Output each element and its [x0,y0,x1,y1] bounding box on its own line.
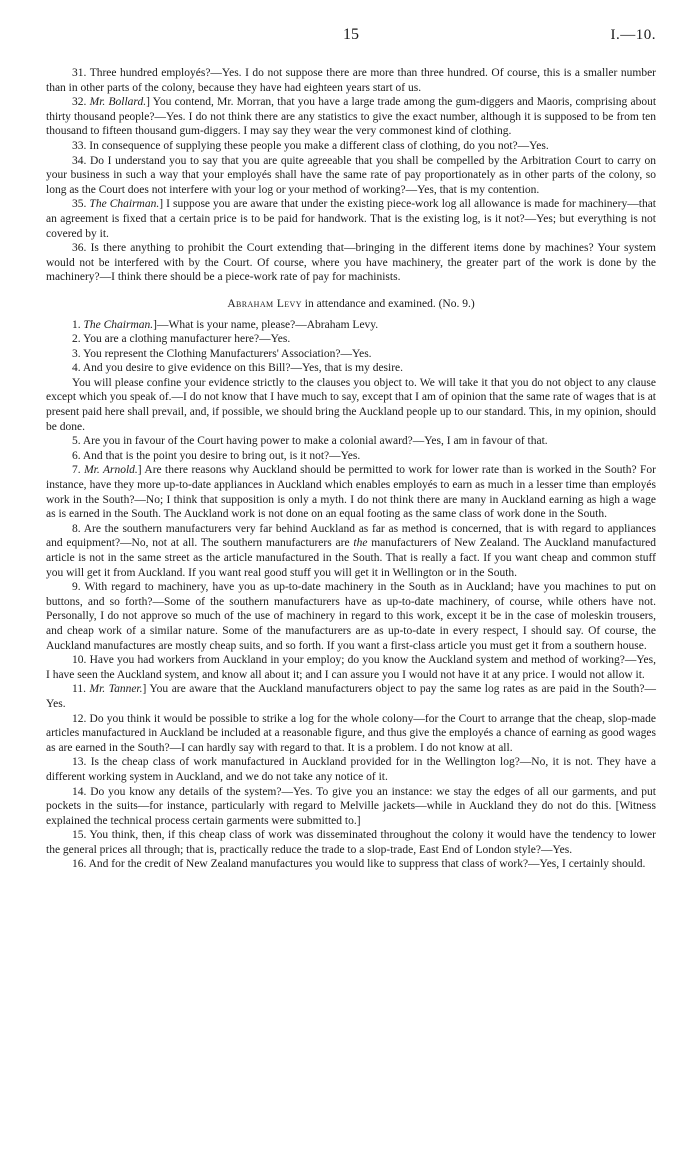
question-paragraph [46,66,656,95]
question-number: 1. [72,318,81,331]
section-morran-evidence [46,66,656,285]
document-reference: I.—10. [610,27,656,43]
question-number: 6. [72,449,81,462]
witness-name: Abraham Levy [227,297,302,310]
question-paragraph [46,712,656,756]
question-paragraph [46,139,656,154]
question-paragraph [46,154,656,198]
question-paragraph [46,682,656,711]
witness-heading-text: in attendance and examined. (No. 9.) [301,297,475,310]
page-number: 15 [343,26,359,43]
question-text: Have you had workers from Auckland in your employ; do you know the Auckland system and method of working?—Yes, I have seen the Auckland system, and know all about it; and I can assure you I would not have it at any price. I would not allow it. [46,654,656,681]
question-text: You will please confine your evidence strictly to the clauses you object to. We will take it that you do not object to any clause except which you speak of.—I do not know that I have much to say, except that I am of opinion that the same rate of wages that is at present paid here shall prevail, and, if possible, we should bring the Auckland people up to our standard. This, in my opinion, should be done. [46,376,656,433]
section-levy-evidence [46,318,656,873]
question-text: Is there anything to prohibit the Court extending that—bringing in the different items done by machines? Your system would not be interfered with by the Court. Of course, where you have machinery, the greater part of the work is done by the machinery?—I think there should be a piece-work rate of pay for machinists. [46,242,656,284]
question-text: In consequence of supplying these people you make a different class of clothing, do you not?—Yes. [89,139,549,152]
question-number: 2. [72,333,81,346]
question-text: ] You contend, Mr. Morran, that you have a large trade among the gum-diggers and Maoris, comprising about thirty thousand people?—Yes. I do not think there are any statistics to give the exact number, although it is supposed to be from ten thousand to fifteen thousand gum-diggers. I may say they wear the very commonest kind of clothing. [46,96,657,138]
emphasis-text: the [353,537,368,550]
question-paragraph [46,857,656,872]
question-number: 9. [72,581,81,594]
question-text: Do you know any details of the system?—Yes. To give you an instance: we stay the edges of all our garments, and put pockets in the suits—for instance, particularly with regard to Melville jackets—while in Auckland they do not do this. [Witness explained the technical process certain garments were submitted to.] [46,785,656,827]
question-paragraph [46,347,656,362]
question-number: 5. [72,435,81,448]
question-text: Is the cheap class of work manufactured in Auckland provided for in the Wellington log?—No, it is not. They have a different working system in Auckland, and we do not take any notice of it. [46,756,656,783]
question-text: You represent the Clothing Manufacturers' Association?—Yes. [83,347,372,360]
witness-heading [46,297,656,312]
question-text: Are the southern manufacturers very far behind Auckland as far as method is concerned, that is with regard to appliances and equipment?—No, not at all. The southern manufacturers are [46,522,656,550]
question-text: You think, then, if this cheap class of work was disseminated throughout the colony it would have the tendency to lower the general prices all through; that is, practically reduce the trade to a slop-trade, East End of London style?—Yes. [46,829,656,856]
question-paragraph [46,580,656,653]
page-header [46,28,656,50]
question-number: 10. [72,654,87,667]
question-number: 34. [72,154,87,167]
question-number: 16. [72,858,87,871]
question-text: Three hundred employés?—Yes. I do not suppose there are more than three hundred. Of course, this is a smaller number than in other parts of the colony, because they have had eighteen years start of us. [46,67,656,94]
question-paragraph [46,332,656,347]
question-number: 14. [72,785,87,798]
question-text: And that is the point you desire to bring out, is it not?—Yes. [82,449,361,462]
question-text: And you desire to give evidence on this Bill?—Yes, that is my desire. [82,362,404,375]
question-text: ]—What is your name, please?—Abraham Levy. [153,318,379,331]
question-paragraph [46,434,656,449]
question-number: 8. [72,522,81,535]
question-text: Are you in favour of the Court having power to make a colonial award?—Yes, I am in favour of that. [82,435,548,448]
question-text: ] I suppose you are aware that under the existing piece-work log all allowance is made for machinery—that an agreement is fixed that a certain price is to be paid for handwork. That is the existing log, is it not?—Yes; but everything is not covered by it. [46,198,656,240]
question-paragraph [46,828,656,857]
question-paragraph [46,95,656,139]
question-text: ] You are aware that the Auckland manufacturers object to pay the same log rates as are paid in the South?—Yes. [46,683,656,710]
speaker-name: The Chairman. [89,198,160,211]
question-paragraph [46,785,656,829]
question-number: 31. [72,67,87,79]
question-paragraph [46,463,656,521]
question-number: 11. [72,683,86,696]
question-text: You are a clothing manufacturer here?—Yes. [83,333,291,346]
question-number: 3. [72,347,81,360]
question-text: And for the credit of New Zealand manufactures you would like to suppress that class of work?—Yes, I certainly should. [88,858,646,871]
question-number: 35. [72,198,87,211]
question-number: 4. [72,362,81,375]
question-paragraph [46,241,656,285]
speaker-name: Mr. Arnold. [84,464,138,477]
question-text: With regard to machinery, have you as up-to-date machinery in the South as in Auckland; have you machines to put on buttons, and so forth?—Some of the southern manufacturers have as up-to-date machinery, of course, while others have not. Personally, I do not approve so much of the use of machinery in regard to this work, except it be in the case of moleskin trousers, and cheap work of a similar nature. Some of the manufacturers are as up-to-date in every respect, I should say. Of course, the Auckland manufactures are mostly cheap suits, and so forth. If you want a first-class article you must get it from a southern house. [46,581,656,652]
question-number: 15. [72,829,87,842]
question-paragraph [46,197,656,241]
question-text: ] Are there reasons why Auckland should be permitted to work for lower rate than is worked in the South? For instance, have they more up-to-date appliances in Auckland which enables employés to earn as much in a lesser time than employés work in the South?—No; I think that supposition is only a myth. I do not think there are many in Auckland earning as high a wage as is earned in the South. The Auckland work is not done on an equal footing as the same class of work done in the South. [46,464,656,521]
speaker-name: Mr. Tanner. [89,683,143,696]
question-paragraph [46,755,656,784]
speaker-name: The Chairman. [83,318,154,331]
question-number: 32. [72,96,87,109]
question-paragraph [46,522,656,580]
question-number: 13. [72,756,87,769]
speaker-name: Mr. Bollard. [89,96,147,109]
question-text: Do I understand you to say that you are quite agreeable that you shall be compelled by the Arbitration Court to carry on your business in such a way that your employés shall have the same rate of pay proportionately as in other parts of the colony, so long as the Court does not interfere with your log or your method of working?—Yes, that is my contention. [46,154,656,196]
question-text-continued: manufacturers of New Zealand. The Auckland manufactured article is not in the same street as the article manufactured in the South. That is really a fact. If you want cheap and common stuff you will get it from Auckland. If you want real good stuff you will get it in Wellington or in the South. [46,537,656,579]
question-number: 33. [72,139,87,152]
question-number: 12. [72,712,87,725]
question-number: 36. [72,242,87,255]
question-paragraph [46,653,656,682]
question-paragraph [46,361,656,376]
question-paragraph [46,318,656,333]
question-number: 7. [72,464,81,477]
question-paragraph [46,376,656,434]
question-text: Do you think it would be possible to strike a log for the whole colony—for the Court to arrange that the cheap, slop-made articles manufactured in Auckland be included at a reasonable figure, and thus give the employés a chance of earning as good wages as are earned in the South?—I can hardly say with regard to that. It is a problem. I do not know at all. [46,712,657,754]
question-paragraph [46,449,656,464]
